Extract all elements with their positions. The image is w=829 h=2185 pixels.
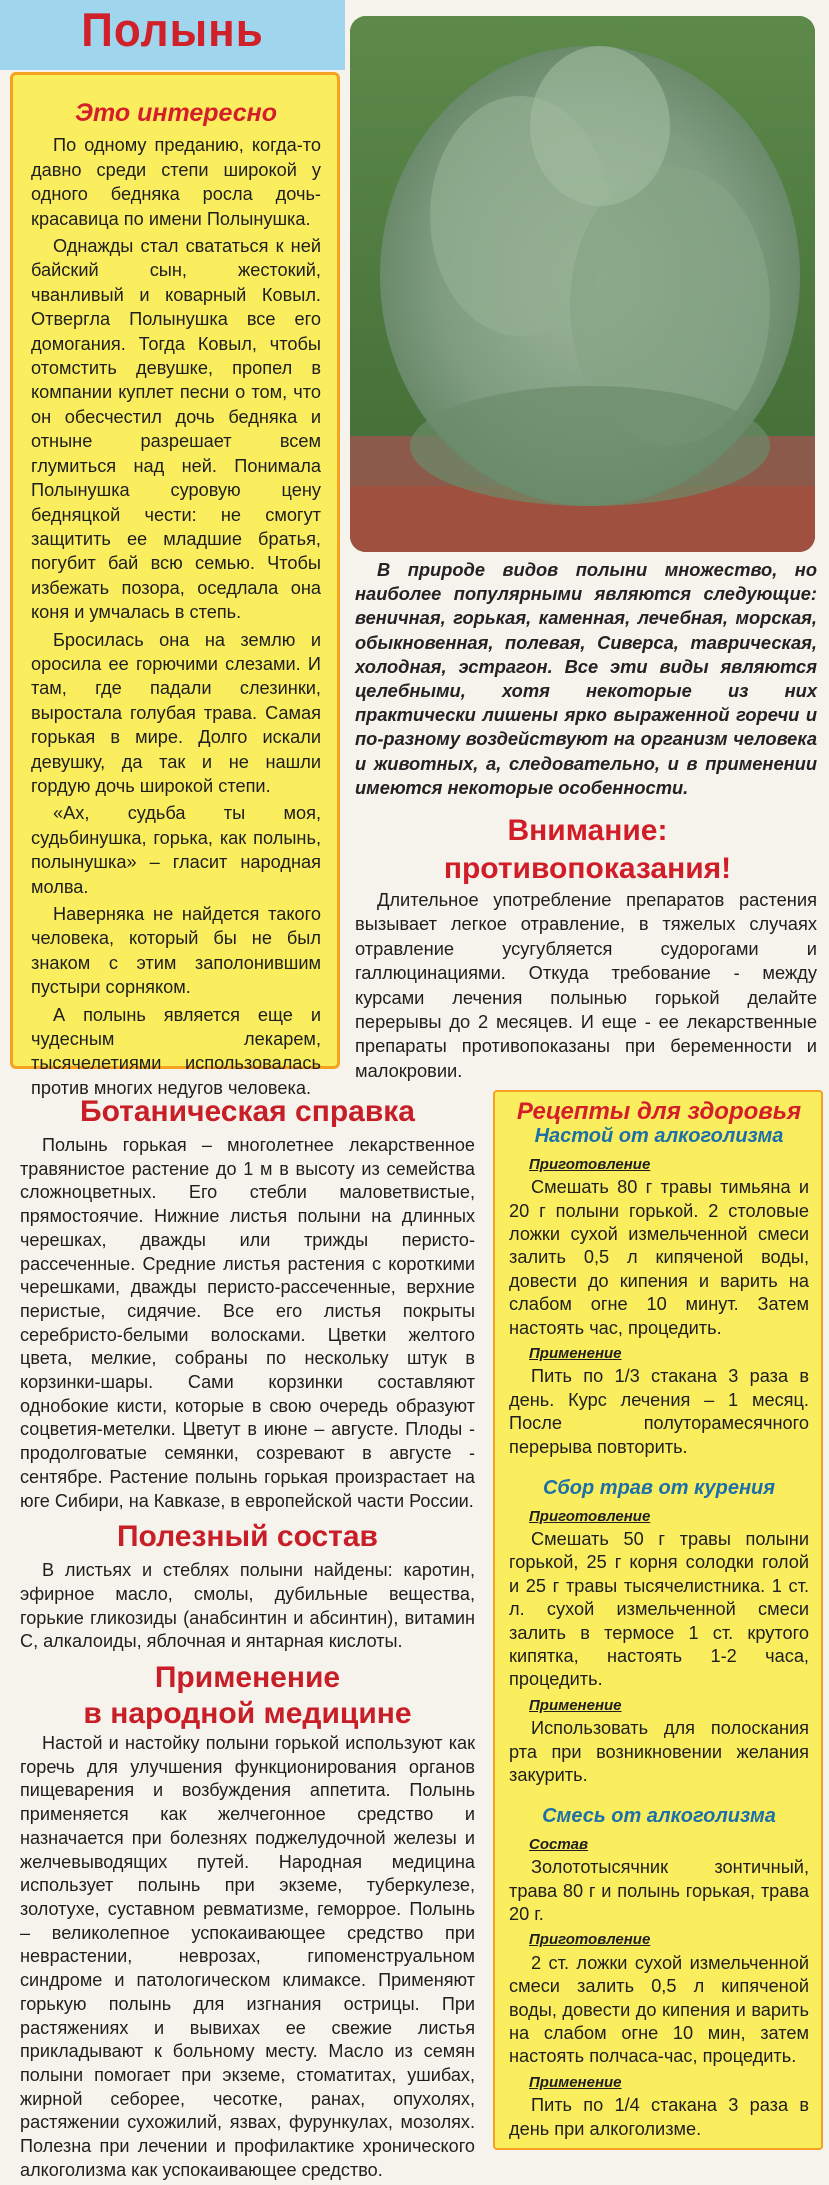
species-text: В природе видов полыни множество, но наиболее популярными являются следующие: веничная, горькая, каменная, лечебная, морская, обыкновенная, полевая, Сиверса, таврическая, холодная, эстрагон. Все эти виды являются целебными, хотя некоторые из них практически лишены ярко выраженной горечи и по-разному воздействуют на организм человека и животных, а, следовательно, и в применении имеются некоторые особенности. [355,559,817,798]
recipe-text: Смешать 50 г травы полыни горькой, 25 г корня солодки голой и 25 г травы тысячелистника. 1 ст. л. сухой измельченной смеси залить в термосе 1 ст. крутого кипятка, настоять 1-2 часа, процедить. [509,1528,809,1690]
botany-text: Полынь горькая – многолетнее лекарственное травянистое растение до 1 м в высоту из семейства сложноцветных. Его стебли маловетвистые, прямостоячие. Нижние листья полыни на длинных черешках, дважды или трижды перисто-рассеченные. Средние листья растения с короткими черешками, дважды перисто-рассеченные, верхние перистые, сидячие. Все его листья покрыты серебристо-белыми волосками. Цветки желтого цвета, мелкие, собраны по нескольку штук в корзинки-шары. Сами корзинки составляют однобокие кисти, которые в свою очередь образуют соцветия-метелки. Цветут в июне – августе. Плоды - продолговатые семянки, созревают в августе - сентябре. Растение полынь горькая произрастает на юге Сибири, на Кавказе, в европейской части России. [20,1135,475,1511]
folk-title-line: Применение [154,1661,341,1695]
page-title: Полынь [81,3,264,57]
legend-paragraph: А полынь является еще и чудесным лекарем, тысячелетиями использовалась против многих недугов человека. [31,1004,321,1098]
recipe-label: Применение [529,2073,622,2091]
recipe-text: Использовать для полоскания рта при возникновении желания закурить. [509,1718,809,1785]
recipe-label: Приготовление [529,1155,651,1173]
warning-title [360,812,815,888]
recipe-label: Приготовление [529,1931,651,1949]
botany-title: Ботаническая справка [80,1095,415,1128]
folk-title [20,1660,475,1732]
recipe-title: Смесь от алкоголизма [542,1805,776,1828]
warning-title-line: Внимание: [507,814,668,847]
recipe-text: Золототысячник зонтичный, трава 80 г и полынь горькая, трава 20 г. [509,1857,809,1924]
legend-paragraph: «Ах, судьба ты моя, судьбинушка, горька, как полынь, полынушка» – гласит народная молва. [31,803,321,897]
legend-paragraph: Наверняка не найдется такого человека, который бы не был знаком с этим заполонившим пустыри сорняком. [31,904,321,998]
folk-title-line: в народной медицине [83,1697,412,1731]
recipe-label: Применение [529,1696,622,1714]
info-column [20,1094,475,2185]
recipe [509,1805,809,2141]
wormwood-photo [350,16,815,552]
recipe [509,1125,809,1459]
recipe-text: 2 ст. ложки сухой измельченной смеси залить 0,5 л кипяченой воды, довести до кипения и варить на слабом огне 10 мин, затем настоять полчаса-час, процедить. [509,1952,809,2067]
legend-heading: Это интересно [74,99,277,127]
recipe-label: Применение [529,1345,622,1363]
warning-title-line: противопоказания! [443,852,732,885]
recipe-text: Смешать 80 г травы тимьяна и 20 г полыни горькой. 2 столовые ложки сухой измельченной смеси залить 0,5 л кипяченой воды, довести до кипения и варить на слабом огне 10 минут. Затем настоять час, процедить. [509,1177,809,1338]
legend-paragraph: По одному преданию, когда-то давно среди степи широкой у одного бедняка росла дочь-красавица по имени Полынушка. [31,135,321,229]
recipe-title: Настой от алкоголизма [534,1125,784,1148]
recipe-label: Приготовление [529,1507,651,1525]
legend-paragraph: Бросилась она на землю и оросила ее горючими слезами. И там, где падали слезинки, выростала голубая трава. Самая горькая в мире. Долго искали девушку, да так и не нашли гордую дочь широкой степи. [31,629,321,796]
recipe-title: Сбор трав от курения [542,1477,776,1500]
recipe [509,1477,809,1787]
warning-text: Длительное употребление препаратов растения вызывает легкое отравление, в тяжелых случаях отравление усугубляется судорогами и галлюцинациями. Откуда требование - между курсами лечения полынью горькой делайте перерывы до 2 месяцев. И еще - ее лекарственные препараты противопоказаны при беременности и малокровии. [355,889,817,1081]
folk-text: Настой и настойку полыни горькой используют как горечь для улучшения функционирования органов пищеварения и возбуждения аппетита. Полынь применяется как желчегонное средство и назначается при болезнях поджелудочной железы и желчевыводящих путей. Народная медицина использует полынь при экземе, туберкулезе, золотухе, суставном ревматизме, геморрое. Полынь – великолепное успокаивающее средство при неврастении, неврозах, гипоменструальном синдроме и патологическом климаксе. Применяют горькую полынь для изгнания острицы. При растяжениях и вывихах ее свежие листья прикладывают к больному месту. Масло из семян полыни помогает при экземе, стоматитах, ушибах, жирной себорее, чесотке, ранах, опухолях, растяжении сухожилий, язвах, фурункулах, мозолях. Полезна при лечении и профилактике хронического алкоголизма как успокаивающее средство. [20,1733,475,2180]
recipe-text: Пить по 1/3 стакана 3 раза в день. Курс лечения – 1 месяц. После полуторамесячного перерыва повторить. [509,1366,809,1457]
composition-text: В листьях и стеблях полыни найдены: каротин, эфирное масло, смолы, дубильные вещества, горькие гликозиды (анабсинтин и абсинтин), витамин С, алкалоиды, яблочная и янтарная кислоты. [20,1560,475,1652]
wormwood-bush-image [350,16,815,552]
legend-paragraph: Однажды стал свататься к ней байский сын, жестокий, чванливый и коварный Ковыл. Отвергла Полынушка все его домогания. Тогда Ковыл, чтобы отомстить девушке, пропел в компании куплет песни о том, что он обесчестил дочь бедняка и отныне разрешает всем глумиться над ней. Понимала Полынушка суровую цену бедняцкой чести: не смогут защитить ее младшие братья, погубит бай всю семью. Чтобы избежать позора, оседлала она коня и умчалась в степь. [31,236,321,623]
recipe-label: Состав [529,1835,589,1853]
composition-title: Полезный состав [116,1520,379,1554]
legend-box [10,72,340,1098]
recipes-title: Рецепты для здоровья [516,1098,802,1125]
recipes-box [493,1090,823,2150]
recipe-text: Пить по 1/4 стакана 3 раза в день при алкоголизме. [509,2095,809,2139]
